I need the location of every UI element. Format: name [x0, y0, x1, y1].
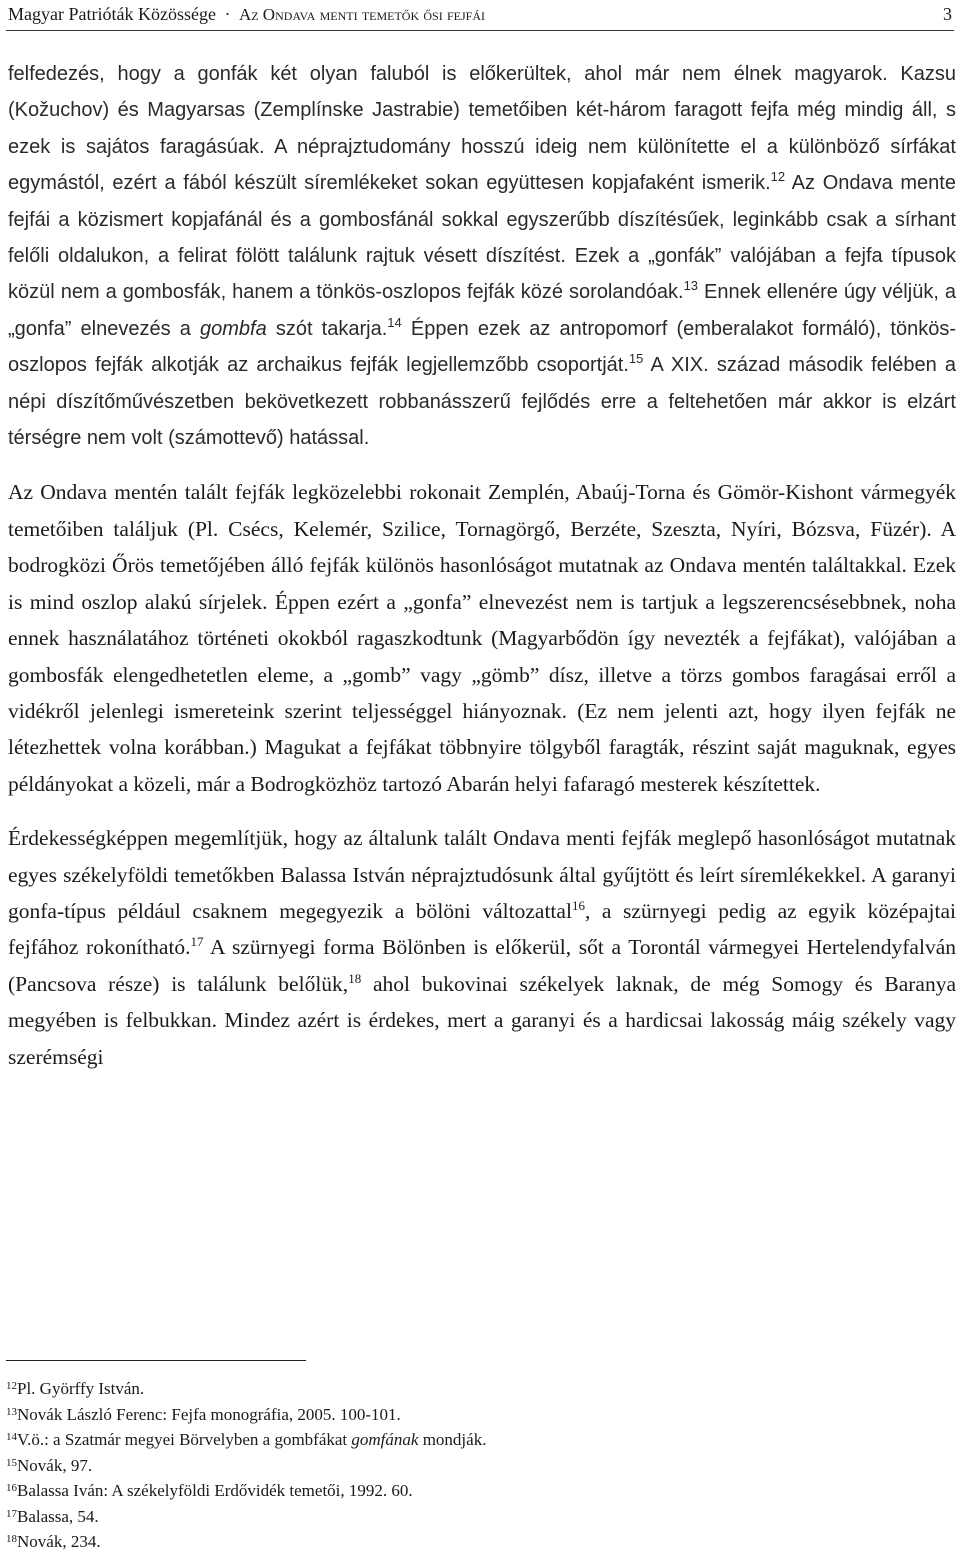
header-divider	[6, 30, 954, 31]
footnote-number: 15	[6, 1456, 17, 1469]
p1-text-3: Ennek ellenére úgy véljük, a „gonfa” elnevezés a	[8, 281, 957, 340]
paragraph-2: Az Ondava mentén talált fejfák legközelebbi rokonait Zemplén, Abaúj-Torna és Gömör-Kishont vármegyék temetőiben találjuk (Pl. Csécs, Kelemér, Szilice, Tornagörgő, Berzéte, Szeszta, Nyíri, Bózsva, Füzér). A bodrogközi Őrös temetőjében álló fejfák különös hasonlóságot mutatnak az Ondava mentén találtakkal. Ezek is mind oszlop alakú sírjelek. Éppen ezért a „gonfa” elnevezést nem is tartjuk a legszerencsésebbnek, noha ennek használatához történeti okokból ragaszkodtunk (Magyarbődön így nevezték a fejfákat), valójában a gombosfák elengedhetetlen eleme, a „gomb” vagy „gömb” dísz, illetve a törzs gombos faragásai erről a vidékről jelenlegi ismereteink szerint teljességgel hiányoznak. (Ez nem jelenti azt, hogy ilyen fejfák ne létezhettek volna korábban.) Magukat a fejfákat többnyire tölgyből faragták, részint saját maguknak, egyes példányokat a közeli, már a Bodrogközhöz tartozó Abarán helyi fafaragó mesterek készítettek.	[8, 480, 956, 796]
p3-text-3: A szürnyegi forma Bölönben is előkerül, sőt a Torontál vármegyei Hertelendyfalván (Pancsova része) is találunk belőlük,	[8, 935, 956, 996]
footnote-text: Balassa, 54.	[17, 1506, 99, 1526]
page-number: 3	[943, 4, 952, 24]
footnote-number: 14	[6, 1431, 17, 1443]
footnote-text: Novák László Ferenc: Fejfa monográfia, 2005. 100-101.	[17, 1404, 401, 1424]
p3-text-2: , a szürnyegi pedig az egyik középajtai fejfához rokonítható.	[8, 898, 957, 960]
footnote-ref-12[interactable]: 12	[770, 169, 786, 185]
running-header	[8, 2, 952, 26]
footnote-14	[6, 1427, 946, 1453]
header-subtitle: Az Ondava menti temetők ősi fejfái	[238, 5, 485, 24]
p3-text-1: Érdekességképpen megemlítjük, hogy az általunk talált Ondava menti fejfák meglepő hasonlóságot mutatnak egyes székelyföldi temetőkben Balassa István néprajztudósunk által gyűjtött és leírt síremlékekkel. A garanyi gonfa-típus például csaknem megegyezik a bölöni változattal	[8, 826, 956, 923]
footnote-ref-13[interactable]: 13	[683, 278, 699, 294]
footnote-text: Novák, 97.	[17, 1455, 93, 1475]
footnote-text: Pl. Györffy István.	[17, 1379, 145, 1398]
header-left	[8, 2, 485, 26]
footnote-ref-18[interactable]: 18	[348, 970, 362, 986]
footnote-15	[6, 1453, 946, 1479]
footnote-text: V.ö.: a Szatmár megyei Börvelyben a gombfákat	[17, 1430, 352, 1449]
p1-text-4: szót takarja.	[266, 317, 388, 340]
footnote-text: Balassa Iván: A székelyföldi Erdővidék temetői, 1992. 60.	[17, 1481, 413, 1500]
main-text	[8, 56, 956, 1075]
p3-text-4: ahol bukovinai székelyek laknak, de még Somogy és Baranya megyében is felbukkan. Mindez azért is érdekes, mert a garanyi és a hardicsai lakosság máig székely vagy szerémségi	[8, 971, 957, 1069]
footnote-number: 17	[6, 1507, 17, 1520]
footnote-17	[6, 1504, 946, 1530]
p1-italic-gombfa: gombfa	[199, 317, 267, 340]
footnote-13	[6, 1402, 946, 1428]
footnote-number: 18	[6, 1533, 17, 1545]
footnote-ref-15[interactable]: 15	[628, 351, 644, 367]
footnote-ref-16[interactable]: 16	[571, 897, 585, 913]
header-separator: ·	[224, 4, 231, 24]
p1-text-2: Az Ondava mente fejfái a közismert kopjafánál és a gombosfánál sokkal egyszerűbb díszítésűek, leginkább csak a sírhant felőli oldalukon, a felirat fölött találunk rajtuk vésett díszítést. Ezek a „gonfák” valójában a fejfa típusok közül nem a gombosfák, hanem a tönkös-oszlopos fejfák közé sorolandóak.	[8, 172, 956, 304]
footnote-text-end: mondják.	[418, 1430, 487, 1449]
footnote-text: Novák, 234.	[17, 1532, 101, 1551]
footnote-16	[6, 1478, 946, 1504]
footnote-number: 12	[6, 1380, 17, 1392]
footnote-number: 13	[6, 1405, 17, 1418]
footnote-italic: gomfának	[351, 1430, 419, 1449]
footnote-ref-17[interactable]: 17	[190, 934, 204, 950]
footnote-18	[6, 1529, 946, 1555]
paragraph-3	[8, 820, 956, 1075]
footnote-divider	[6, 1360, 306, 1361]
footnote-ref-14[interactable]: 14	[387, 314, 402, 330]
header-title: Magyar Patrióták Közössége	[8, 4, 216, 24]
footnotes	[6, 1376, 946, 1555]
p1-text-5: Éppen ezek az antropomorf (emberalakot formáló), tönkös-oszlopos fejfák alkotják az archaikus fejfák legjellemzőbb csoportját.	[8, 317, 956, 377]
p1-text-1: felfedezés, hogy a gonfák két olyan faluból is előkerültek, ahol már nem élnek magyarok. Kazsu (Kožuchov) és Magyarsas (Zemplínske Jastrabie) temetőiben két-három faragott fejfa még mindig áll, s ezek is sajátos faragásúak. A néprajztudomány hosszú ideig nem különítette el a különböző sírfákat egymástól, ezért a fából készült síremlékeket sokan együttesen kopjafaként ismerik.	[8, 63, 956, 195]
paragraph-1	[8, 56, 956, 456]
p1-text-6: A XIX. század második felében a népi díszítőművészetben bekövetkezett robbanásszerű fejlődés erre a feltehetően már akkor is elzárt térségre nem volt (számottevő) hatással.	[8, 354, 956, 450]
footnote-12	[6, 1376, 946, 1402]
footnote-number: 16	[6, 1482, 17, 1494]
